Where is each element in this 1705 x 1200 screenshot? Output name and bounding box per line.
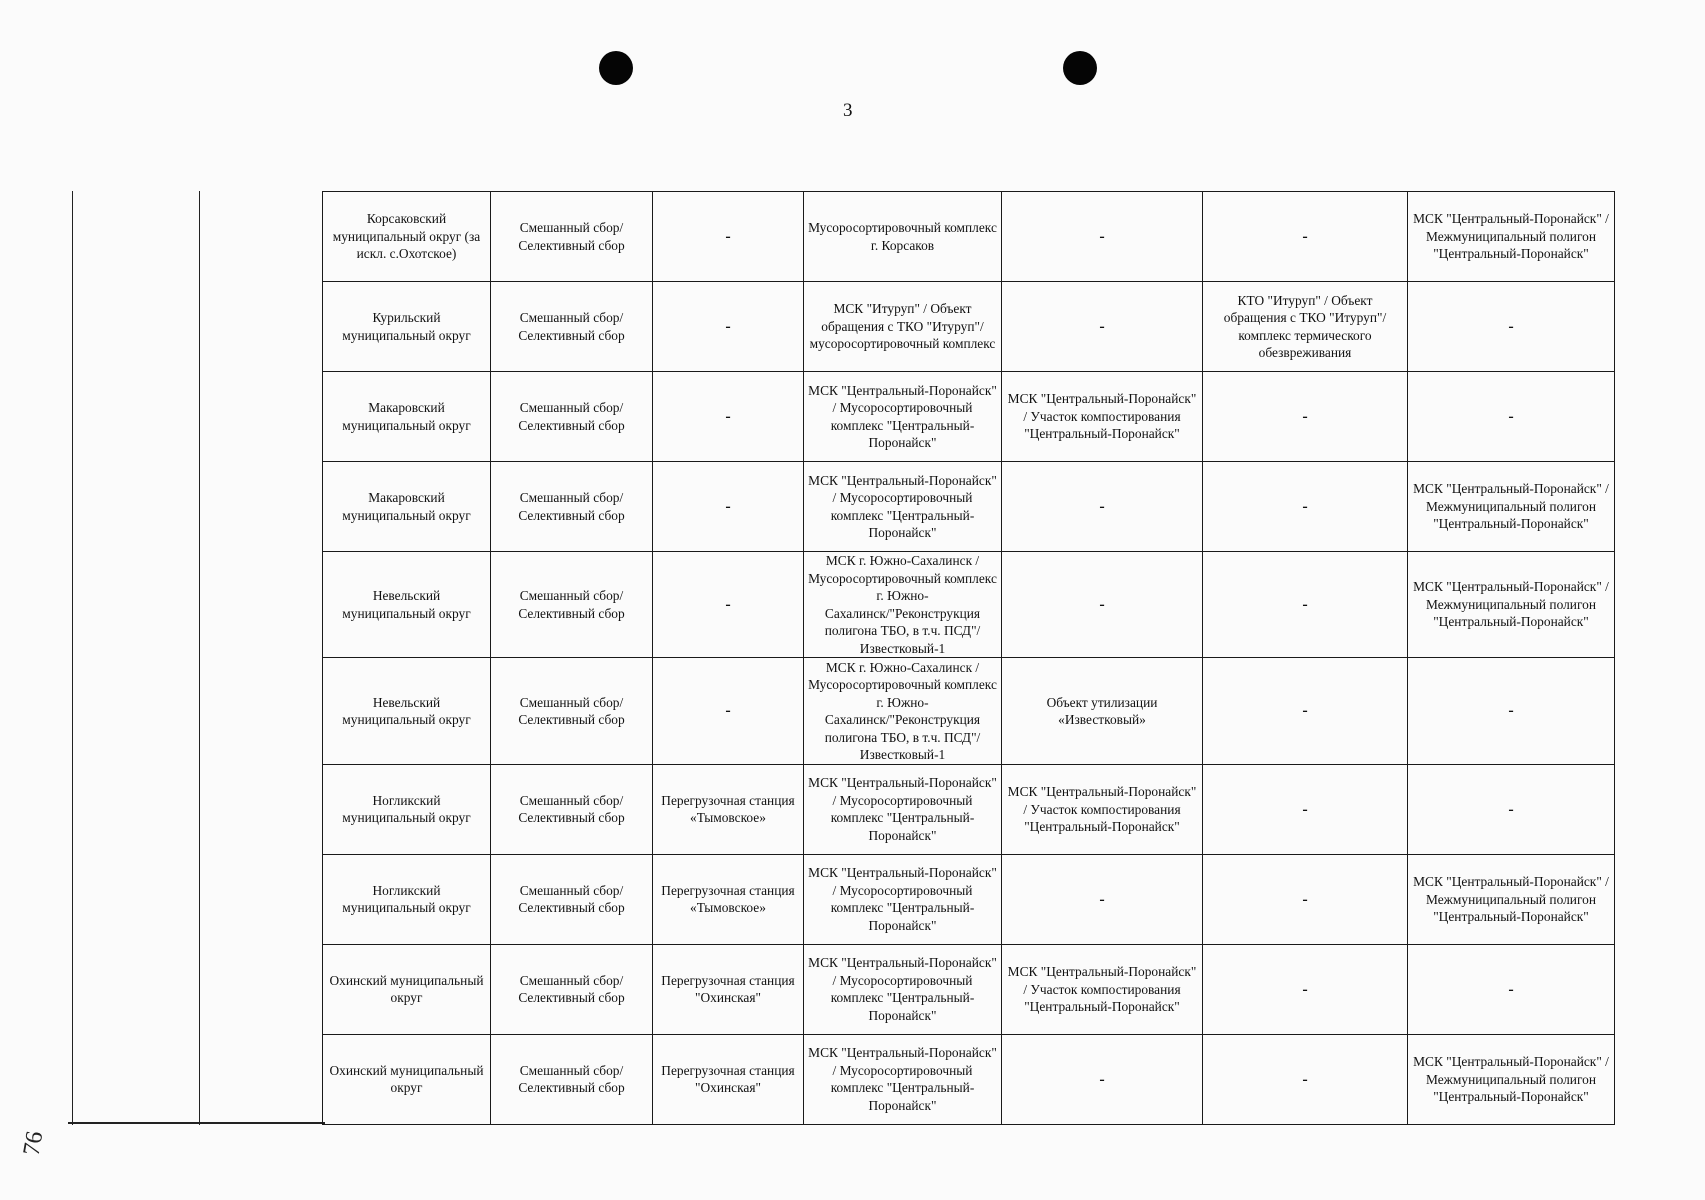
table-row: [323, 658, 1615, 764]
table-bottom-border: [68, 1122, 325, 1124]
cell-district: Охинский муниципальный округ: [323, 944, 491, 1034]
table-row: [323, 854, 1615, 944]
cell-composting: -: [1002, 1034, 1203, 1124]
table-body: [323, 192, 1615, 1125]
cell-sorting: МСК "Центральный-Поронайск" / Мусоросортировочный комплекс "Центральный-Поронайск": [804, 944, 1002, 1034]
cell-collection: Смешанный сбор/ Селективный сбор: [491, 192, 653, 282]
cell-district: Ногликский муниципальный округ: [323, 854, 491, 944]
cell-landfill: -: [1408, 658, 1615, 764]
table-row: [323, 282, 1615, 372]
cell-collection: Смешанный сбор/ Селективный сбор: [491, 372, 653, 462]
cell-transfer: Перегрузочная станция "Охинская": [653, 1034, 804, 1124]
cell-district: Курильский муниципальный округ: [323, 282, 491, 372]
cell-composting: -: [1002, 192, 1203, 282]
cell-sorting: МСК г. Южно-Сахалинск / Мусоросортировочный комплекс г. Южно-Сахалинск/"Реконструкция полигона ТБО, в т.ч. ПСД"/Известковый-1: [804, 552, 1002, 658]
cell-collection: Смешанный сбор/ Селективный сбор: [491, 944, 653, 1034]
cell-thermal: -: [1203, 944, 1408, 1034]
cell-thermal: -: [1203, 372, 1408, 462]
table-row: [323, 192, 1615, 282]
cell-collection: Смешанный сбор/ Селективный сбор: [491, 854, 653, 944]
cell-composting: МСК "Центральный-Поронайск" / Участок компостирования "Центральный-Поронайск": [1002, 372, 1203, 462]
cell-sorting: МСК "Итуруп" / Объект обращения с ТКО "Итуруп"/мусоросортировочный комплекс: [804, 282, 1002, 372]
cell-collection: Смешанный сбор/ Селективный сбор: [491, 462, 653, 552]
table-row: [323, 372, 1615, 462]
cell-transfer: -: [653, 192, 804, 282]
cell-sorting: МСК "Центральный-Поронайск" / Мусоросортировочный комплекс "Центральный-Поронайск": [804, 462, 1002, 552]
table-row: [323, 462, 1615, 552]
cell-collection: Смешанный сбор/ Селективный сбор: [491, 552, 653, 658]
cell-district: Макаровский муниципальный округ: [323, 372, 491, 462]
table-row: [323, 1034, 1615, 1124]
table-column-divider: [199, 191, 200, 1125]
cell-thermal: -: [1203, 854, 1408, 944]
cell-district: Невельский муниципальный округ: [323, 552, 491, 658]
cell-composting: -: [1002, 552, 1203, 658]
cell-sorting: МСК "Центральный-Поронайск" / Мусоросортировочный комплекс "Центральный-Поронайск": [804, 372, 1002, 462]
cell-composting: -: [1002, 462, 1203, 552]
cell-transfer: -: [653, 282, 804, 372]
cell-transfer: -: [653, 462, 804, 552]
cell-landfill: -: [1408, 372, 1615, 462]
cell-thermal: -: [1203, 764, 1408, 854]
cell-transfer: Перегрузочная станция «Тымовское»: [653, 764, 804, 854]
cell-landfill: МСК "Центральный-Поронайск" / Межмуниципальный полигон "Центральный-Поронайск": [1408, 552, 1615, 658]
cell-landfill: МСК "Центральный-Поронайск" / Межмуниципальный полигон "Центральный-Поронайск": [1408, 854, 1615, 944]
cell-composting: Объект утилизации «Известковый»: [1002, 658, 1203, 764]
table-row: [323, 552, 1615, 658]
cell-district: Охинский муниципальный округ: [323, 1034, 491, 1124]
cell-transfer: Перегрузочная станция «Тымовское»: [653, 854, 804, 944]
cell-landfill: МСК "Центральный-Поронайск" / Межмуниципальный полигон "Центральный-Поронайск": [1408, 192, 1615, 282]
cell-collection: Смешанный сбор/ Селективный сбор: [491, 282, 653, 372]
cell-transfer: -: [653, 552, 804, 658]
cell-landfill: -: [1408, 282, 1615, 372]
cell-district: Макаровский муниципальный округ: [323, 462, 491, 552]
cell-landfill: -: [1408, 764, 1615, 854]
cell-collection: Смешанный сбор/ Селективный сбор: [491, 764, 653, 854]
cell-thermal: -: [1203, 462, 1408, 552]
cell-transfer: Перегрузочная станция "Охинская": [653, 944, 804, 1034]
cell-sorting: Мусоросортировочный комплекс г. Корсаков: [804, 192, 1002, 282]
cell-thermal: -: [1203, 192, 1408, 282]
table-left-border: [72, 191, 73, 1125]
cell-transfer: -: [653, 372, 804, 462]
cell-thermal: -: [1203, 552, 1408, 658]
cell-sorting: МСК "Центральный-Поронайск" / Мусоросортировочный комплекс "Центральный-Поронайск": [804, 1034, 1002, 1124]
cell-composting: МСК "Центральный-Поронайск" / Участок компостирования "Центральный-Поронайск": [1002, 764, 1203, 854]
punch-hole-right: [1063, 51, 1097, 85]
cell-district: Невельский муниципальный округ: [323, 658, 491, 764]
cell-thermal: КТО "Итуруп" / Объект обращения с ТКО "Итуруп"/комплекс термического обезвреживания: [1203, 282, 1408, 372]
cell-sorting: МСК г. Южно-Сахалинск / Мусоросортировочный комплекс г. Южно-Сахалинск/"Реконструкция полигона ТБО, в т.ч. ПСД"/Известковый-1: [804, 658, 1002, 764]
cell-composting: -: [1002, 282, 1203, 372]
cell-transfer: -: [653, 658, 804, 764]
table-row: [323, 764, 1615, 854]
cell-thermal: -: [1203, 658, 1408, 764]
cell-composting: -: [1002, 854, 1203, 944]
cell-sorting: МСК "Центральный-Поронайск" / Мусоросортировочный комплекс "Центральный-Поронайск": [804, 854, 1002, 944]
cell-landfill: МСК "Центральный-Поронайск" / Межмуниципальный полигон "Центральный-Поронайск": [1408, 1034, 1615, 1124]
cell-collection: Смешанный сбор/ Селективный сбор: [491, 658, 653, 764]
cell-district: Ногликский муниципальный округ: [323, 764, 491, 854]
cell-composting: МСК "Центральный-Поронайск" / Участок компостирования "Центральный-Поронайск": [1002, 944, 1203, 1034]
cell-landfill: МСК "Центральный-Поронайск" / Межмуниципальный полигон "Центральный-Поронайск": [1408, 462, 1615, 552]
cell-district: Корсаковский муниципальный округ (за искл. с.Охотское): [323, 192, 491, 282]
punch-hole-left: [599, 51, 633, 85]
cell-collection: Смешанный сбор/ Селективный сбор: [491, 1034, 653, 1124]
table-row: [323, 944, 1615, 1034]
waste-flow-table: [322, 191, 1614, 1125]
cell-thermal: -: [1203, 1034, 1408, 1124]
cell-sorting: МСК "Центральный-Поронайск" / Мусоросортировочный комплекс "Центральный-Поронайск": [804, 764, 1002, 854]
handwritten-margin-note: 76: [18, 1129, 49, 1158]
page-number: 3: [843, 100, 853, 121]
cell-landfill: -: [1408, 944, 1615, 1034]
